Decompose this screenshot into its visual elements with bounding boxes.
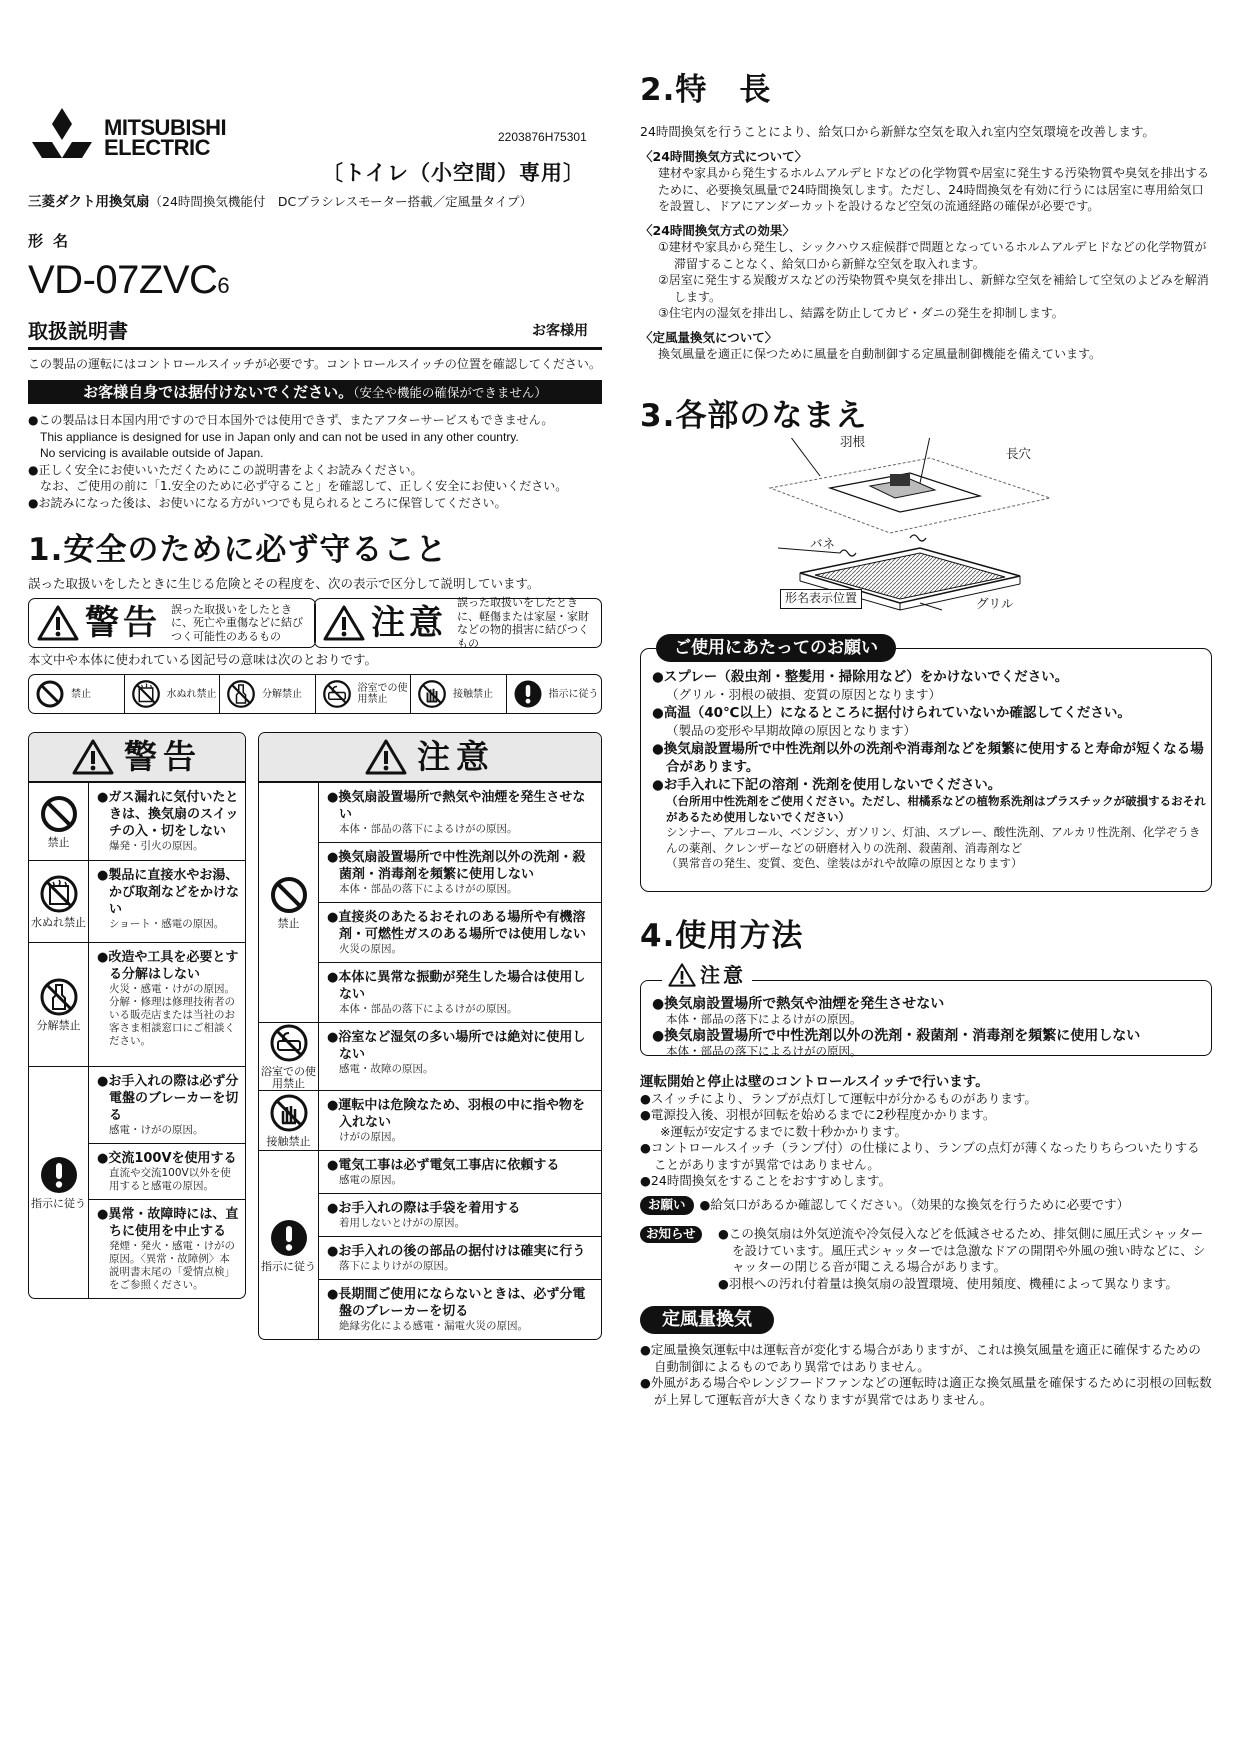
- caution-reason: 着用しないとけがの原因。: [339, 1217, 465, 1229]
- warning-reason: 爆発・引火の原因。: [109, 840, 204, 852]
- request-item: ●高温（40℃以上）になるところに据付けられていないか確認してください。: [652, 705, 1131, 721]
- warning-level-box: [28, 598, 316, 648]
- caution-reason: けがの原因。: [339, 1131, 402, 1143]
- no-bathroom-icon: [269, 1023, 309, 1063]
- caution-level-label: 注意: [371, 602, 447, 643]
- no-bathroom-icon: [322, 679, 352, 709]
- section-parts-heading: 3.各部のなまえ: [640, 398, 868, 434]
- symbol-no-touch: 接触禁止: [411, 675, 507, 713]
- features-subheading: 〈定風量換気について〉: [640, 329, 778, 345]
- caution-reason: 本体・部品の落下によるけがの原因。: [339, 883, 518, 895]
- operation-heading: 運転開始と停止は壁のコントロールスイッチで行います。: [640, 1074, 989, 1090]
- caution-item: ●電気工事は必ず電気工事店に依頼する: [327, 1158, 560, 1173]
- warning-reason: 直流や交流100V以外を使用すると感電の原因。: [109, 1167, 231, 1192]
- operation-instructions: [640, 1074, 1212, 1190]
- instruction-icon: [269, 1218, 309, 1258]
- constant-airflow-body: [640, 1342, 1212, 1408]
- warning-table: [28, 732, 246, 1299]
- section-safety-heading: 1.安全のために必ず守ること: [28, 532, 448, 568]
- warning-level-label: 警告: [85, 602, 161, 643]
- prohibited-icon: [269, 875, 309, 915]
- no-touch-icon: [417, 679, 447, 709]
- header-divider: [28, 347, 602, 350]
- operation-note: ※運転が安定するまでに数十秒かかります。: [660, 1123, 907, 1139]
- operation-item: ●電源投入後、羽根が回転を始めるまでに2秒程度かかります。: [640, 1107, 996, 1122]
- no-touch-icon: [269, 1093, 309, 1133]
- table-row: 水ぬれ禁止 ●製品に直接水やお湯、かび取剤などをかけない ショート・感電の原因。: [29, 861, 245, 943]
- warning-item: ●改造や工具を必要とする分解はしない: [97, 950, 239, 982]
- request-item: ●スプレー（殺虫剤・整髪用・掃除用など）をかけないでください。: [652, 669, 1069, 685]
- caution-level-box: [314, 598, 602, 648]
- caution-triangle-icon: [365, 738, 407, 776]
- request-tag: お願い: [640, 1196, 694, 1215]
- caution-reason: 感電・故障の原因。: [339, 1063, 434, 1075]
- symbols-intro: 本文中や本体に使われている図記号の意味は次のとおりです。: [28, 652, 378, 667]
- section-usage-heading: 4.使用方法: [640, 918, 804, 954]
- caution-reason: 本体・部品の落下によるけがの原因。: [666, 1044, 862, 1058]
- notice-item: ●この換気扇は外気逆流や冷気侵入などを低減させるため、排気側に風圧式シャッターを設けています。風圧式シャッターでは急激なドアの開閉や外風の強い時などに、シャッターの閉じる音が聞こえる場合があります。: [718, 1226, 1206, 1274]
- operation-item: ●スイッチにより、ランプが点灯して運転中が分かるものがあります。: [640, 1090, 1037, 1106]
- features-subheading: 〈24時間換気方式の効果〉: [640, 222, 795, 238]
- prohibited-icon: [35, 679, 65, 709]
- section-features-heading: 2.特 長: [640, 72, 772, 108]
- warning-item: ●製品に直接水やお湯、かび取剤などをかけない: [97, 868, 240, 917]
- features-text: 建材や家具から発生するホルムアルデヒドなどの化学物質や居室に発生する汚染物質や臭気を排出するために、必要換気風量で24時間換気します。ただし、24時間換気を有効に行うには居室に専用給気口を設置し、ドアにアンダーカットを設けるなど空気の流通経路の確保が必要です。: [658, 166, 1210, 213]
- symbol-no-bathroom: 浴室での使用禁止: [316, 675, 412, 713]
- warning-item: ●ガス漏れに気付いたときは、換気扇のスイッチの入・切をしない: [97, 790, 239, 839]
- caution-level-desc: 誤った取扱いをしたときに、軽傷または家屋・家財などの物的損害に結びつくもの: [457, 596, 589, 650]
- caution-triangle-icon: [323, 604, 365, 642]
- model-suffix: 6: [217, 273, 230, 298]
- product-name: 三菱ダクト用換気扇: [28, 194, 150, 210]
- note-line: ●正しく安全にお使いいただくためにこの説明書をよくお読みください。: [28, 462, 423, 477]
- usage-request-body: [652, 668, 1206, 872]
- no-water-icon: [39, 874, 79, 914]
- caution-reason: 本体・部品の落下によるけがの原因。: [339, 823, 518, 835]
- warning-item: ●交流100Vを使用する: [97, 1151, 237, 1166]
- effect-item: ②居室に発生する炭酸ガスなどの汚染物質や臭気を排出し、新鮮な空気を補給して空気のよどみを解消します。: [658, 273, 1209, 304]
- warning-item: ●お手入れの際は必ず分電盤のブレーカーを切る: [97, 1074, 239, 1123]
- caution-item: ●浴室など湿気の多い場所では絶対に使用しない: [327, 1030, 586, 1062]
- no-disassembly-icon: [39, 977, 79, 1017]
- caution-item: ●換気扇設置場所で熱気や油煙を発生させない: [327, 790, 586, 822]
- note-line: ●この製品は日本国内用ですので日本国外では使用できず、またアフターサービスもできません。: [28, 413, 554, 427]
- features-text: 換気風量を適正に保つために風量を自動制御する定風量制御機能を備えています。: [658, 347, 1102, 361]
- constant-airflow-item: ●外風がある場合やレンジフードファンなどの運転時は適正な換気風量を確保するために羽根の回転数が上昇して運転音が大きくなりますが異常ではありません。: [640, 1375, 1212, 1407]
- caution-triangle-icon: [668, 962, 696, 988]
- usage-caution-label: 注意: [662, 962, 752, 988]
- for-customer-label: お客様用: [532, 323, 588, 339]
- features-lead: 24時間換気を行うことにより、給気口から新鮮な空気を取入れ室内空気環境を改善します。: [640, 124, 1155, 139]
- note-line: ●お読みになった後は、お使いになる方がいつでも見られるところに保管してください。: [28, 495, 507, 510]
- instruction-icon: [39, 1155, 79, 1195]
- operation-item: ●コントロールスイッチ（ランプ付）の仕様により、ランプの点灯が薄くなったりちらついたりすることがありますが異常ではありません。: [640, 1140, 1200, 1172]
- request-text: ●給気口があるか確認してください。（効果的な換気を行うために必要です）: [699, 1197, 1130, 1212]
- caution-reason: 絶縁劣化による感電・漏電火災の原因。: [339, 1320, 528, 1332]
- model-label: 形名: [28, 232, 79, 250]
- solvent-list: シンナー、アルコール、ベンジン、ガソリン、灯油、スプレー、酸性洗剤、アルカリ性洗剤、化学ぞうきんの薬剤、クレンザーなどの研磨材入りの洗剤、殺菌剤、消毒剤など: [666, 825, 1201, 855]
- features-body: [640, 124, 1212, 363]
- model-main: VD-07ZVC: [28, 258, 218, 302]
- caution-reason: 落下によりけがの原因。: [339, 1260, 455, 1272]
- instruction-icon: [513, 679, 543, 709]
- no-disassembly-icon: [226, 679, 256, 709]
- table-row: 指示に従う ●電気工事は必ず電気工事店に依頼する 感電の原因。 ●お手入れの際は手袋を着用する 着用しないとけがの原因。 ●お手入れの後の部品の据付けは確実に行う 落下によりけがの原因。 ●長期間ご使用にならないときは、必ず分電盤のブレーカーを切る 絶縁劣化による感電・漏電火災の原因。: [259, 1151, 601, 1339]
- warning-level-desc: 誤った取扱いをしたときに、死亡や重傷などに結びつく可能性のあるもの: [171, 602, 303, 643]
- table-row: 禁止 ●ガス漏れに気付いたときは、換気扇のスイッチの入・切をしない 爆発・引火の原因。: [29, 783, 245, 861]
- symbol-instruction: 指示に従う: [507, 675, 602, 713]
- table-row: 分解禁止 ●改造や工具を必要とする分解はしない 火災・感電・けがの原因。分解・修理は修理技術者のいる販売店または当社のお客さま相談窓口にご相談ください。: [29, 943, 245, 1067]
- request-note: （グリル・羽根の破損、変質の原因となります）: [666, 687, 942, 702]
- caution-item: ●本体に異常な振動が発生した場合は使用しない: [327, 970, 586, 1002]
- operation-item: ●24時間換気をすることをおすすめします。: [640, 1173, 891, 1188]
- caution-reason: 感電の原因。: [339, 1174, 402, 1186]
- warning-table-header: 警告: [29, 733, 245, 783]
- effect-item: ③住宅内の湿気を排出し、結露を防止してカビ・ダニの発生を抑制します。: [658, 306, 1064, 320]
- caution-table-header: 注意: [259, 733, 601, 783]
- table-row: 浴室での使用禁止 ●浴室など湿気の多い場所では絶対に使用しない 感電・故障の原因。: [259, 1023, 601, 1091]
- caution-table: [258, 732, 602, 1340]
- safety-intro: 誤った取扱いをしたときに生じる危険とその程度を、次の表示で区分して説明しています。: [28, 576, 540, 591]
- caution-item: ●お手入れの後の部品の据付けは確実に行う: [327, 1244, 586, 1259]
- caution-item: ●お手入れの際は手袋を着用する: [327, 1201, 521, 1216]
- caution-reason: 火災の原因。: [339, 943, 402, 955]
- note-line: This appliance is designed for use in Japan only and can not be used in any other country.: [40, 429, 519, 444]
- constant-airflow-item: ●定風量換気運転中は運転音が変化する場合がありますが、これは換気風量を適正に確保するための自動制御によるものであり異常ではありません。: [640, 1342, 1201, 1374]
- table-row: 接触禁止 ●運転中は危険なため、羽根の中に指や物を入れない けがの原因。: [259, 1091, 601, 1151]
- request-item: ●お手入れに下記の溶剤・洗剤を使用しないでください。: [652, 777, 1002, 793]
- label-nameplate-position: 形名表示位置: [780, 589, 862, 609]
- effect-item: ①建材や家具から発生し、シックハウス症候群で問題となっているホルムアルデヒドなどの化学物質が滞留することなく、給気口から新鮮な空気を取入れます。: [658, 240, 1207, 271]
- usage-request-title: ご使用にあたってのお願い: [656, 634, 896, 662]
- notice-item: ●羽根への汚れ付着量は換気扇の設置環境、使用頻度、機種によって異なります。: [718, 1275, 1178, 1291]
- notice-block: [640, 1226, 1212, 1292]
- notice-tag: お知らせ: [640, 1226, 702, 1243]
- label-slot: 長穴: [1006, 446, 1032, 461]
- warning-reason: 発煙・発火・感電・けがの原因。〈異常・故障例〉本説明書末尾の「愛情点検」をご参照ください。: [109, 1240, 235, 1291]
- features-subheading: 〈24時間換気方式について〉: [640, 148, 808, 164]
- manual-title: 取扱説明書: [28, 319, 128, 343]
- caution-item: ●運転中は危険なため、羽根の中に指や物を入れない: [327, 1098, 585, 1130]
- warning-triangle-icon: [72, 738, 114, 776]
- caution-reason: 本体・部品の落下によるけがの原因。: [339, 1003, 518, 1015]
- label-blade: 羽根: [840, 434, 866, 449]
- caution-item: ●換気扇設置場所で熱気や油煙を発生させない: [652, 996, 945, 1012]
- request-item: ●換気扇設置場所で中性洗剤以外の洗剤や消毒剤などを頻繁に使用すると寿命が短くなる場合があります。: [652, 741, 1204, 775]
- caution-item: ●直接炎のあたるおそれのある場所や有機溶剤・可燃性ガスのある場所では使用しない: [327, 910, 587, 942]
- usage-label: 〔トイレ（小空間）専用〕: [322, 161, 585, 185]
- caution-reason: 本体・部品の落下によるけがの原因。: [666, 1012, 862, 1026]
- model-number: [28, 254, 229, 307]
- product-description: [28, 194, 532, 212]
- header-notes: [28, 412, 602, 511]
- label-grille: グリル: [976, 596, 1014, 611]
- usage-caution-body: [652, 996, 1206, 1060]
- warning-reason: ショート・感電の原因。: [109, 918, 225, 930]
- warning-item: ●異常・故障時には、直ちに使用を中止する: [97, 1207, 239, 1239]
- table-row: 指示に従う ●お手入れの際は必ず分電盤のブレーカーを切る 感電・けがの原因。 ●交流100Vを使用する 直流や交流100V以外を使用すると感電の原因。 ●異常・故障時には、直ちに使用を中止する 発煙・発火・感電・けがの原因。〈異常・故障例〉本説明書末尾の「愛情点検」をご参照ください。: [29, 1067, 245, 1298]
- no-water-icon: [131, 679, 161, 709]
- symbol-prohibited: 禁止: [29, 675, 125, 713]
- table-row: 禁止 ●換気扇設置場所で熱気や油煙を発生させない 本体・部品の落下によるけがの原因。 ●換気扇設置場所で中性洗剤以外の洗剤・殺菌剤・消毒剤を頻繁に使用しない 本体・部品の落下によるけがの原因。 ●直接炎のあたるおそれのある場所や有機溶剤・可燃性ガスのある場所では使用しない 火災の原因。 ●本体に異常な振動が発生した場合は使用しない 本体・部品の落下によるけがの原因。: [259, 783, 601, 1023]
- caution-item: ●換気扇設置場所で中性洗剤以外の洗剤・殺菌剤・消毒剤を頻繁に使用しない: [327, 850, 586, 882]
- document-number: 2203876H75301: [498, 130, 587, 144]
- request-note-row: [640, 1196, 1129, 1215]
- warning-reason: 感電・けがの原因。: [109, 1124, 204, 1136]
- request-note: （製品の変形や早期故障の原因となります）: [666, 723, 917, 738]
- caution-item: ●換気扇設置場所で中性洗剤以外の洗剤・殺菌剤・消毒剤を頻繁に使用しない: [652, 1028, 1141, 1044]
- note-line: なお、ご使用の前に「1.安全のために必ず守ること」を確認して、正しく安全にお使いください。: [40, 479, 568, 493]
- label-spring: バネ: [810, 536, 836, 551]
- product-subtitle: （24時間換気機能付 DCブラシレスモーター搭載／定風量タイプ）: [149, 194, 533, 209]
- symbol-legend: [28, 674, 602, 714]
- brand-name: MITSUBISHI ELECTRIC: [104, 115, 227, 160]
- symbol-no-water: 水ぬれ禁止: [125, 675, 221, 713]
- no-self-install-banner: お客様自身では据付けないでください。（安全や機能の確保ができません）: [28, 380, 602, 404]
- symbol-no-disassembly: 分解禁止: [220, 675, 316, 713]
- solvent-note: （異常音の発生、変質、変色、塗装はがれや故障の原因となります）: [666, 856, 1023, 870]
- prohibited-icon: [39, 794, 79, 834]
- constant-airflow-title: 定風量換気: [640, 1306, 774, 1334]
- caution-item: ●長期間ご使用にならないときは、必ず分電盤のブレーカーを切る: [327, 1287, 586, 1319]
- note-line: No servicing is available outside of Japan.: [40, 446, 264, 460]
- control-switch-note: この製品の運転にはコントロールスイッチが必要です。コントロールスイッチの位置を確認してください。: [28, 357, 601, 371]
- warning-reason: 火災・感電・けがの原因。分解・修理は修理技術者のいる販売店または当社のお客さま相談窓口にご相談ください。: [109, 983, 235, 1047]
- warning-triangle-icon: [37, 604, 79, 642]
- request-note: （台所用中性洗剤をご使用ください。ただし、柑橘系などの植物系洗剤はプラスチックが破損するおそれがあるため使用しないでください）: [666, 794, 1206, 824]
